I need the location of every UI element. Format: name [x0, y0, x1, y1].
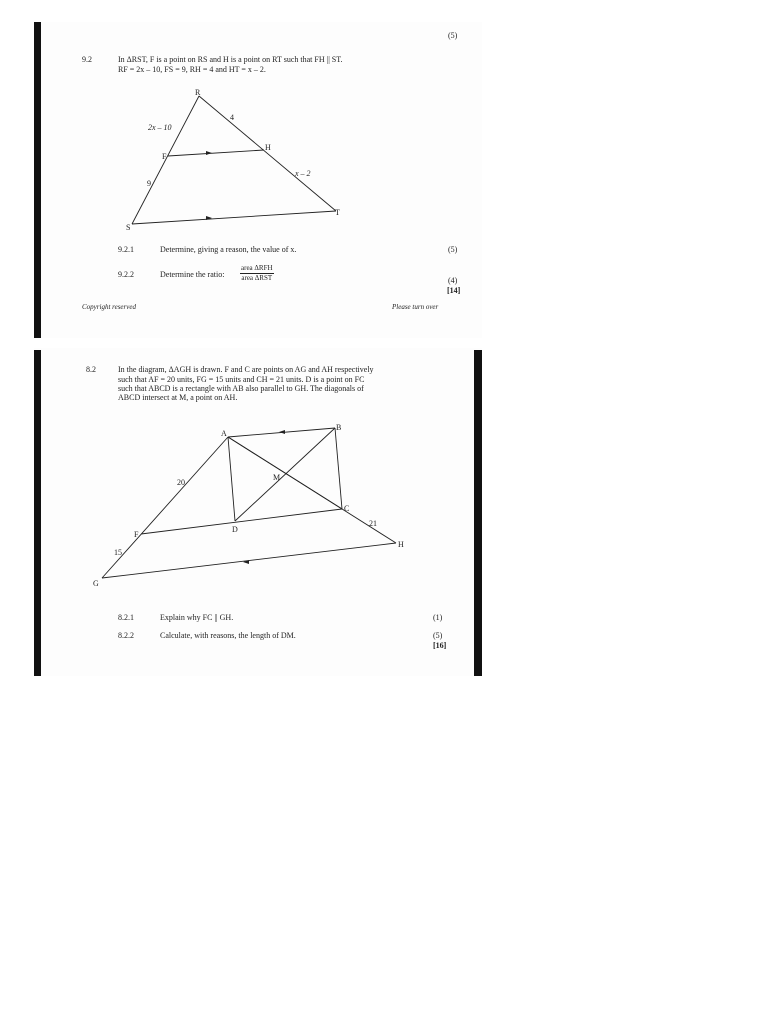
ratio-numerator: area ΔRFH — [241, 264, 273, 272]
vertex-t-label: T — [335, 208, 340, 217]
page1-top-marks: (5) — [448, 31, 458, 40]
question-9-total-marks: [14] — [447, 286, 461, 295]
footer-please-turn-over: Please turn over — [392, 303, 439, 311]
question-8-2-2-number: 8.2.2 — [118, 631, 134, 640]
point-m-label: M — [273, 473, 281, 482]
segment-rf-label: 2x – 10 — [148, 123, 172, 132]
vertex-s-label: S — [126, 223, 131, 232]
point-d-label: D — [232, 525, 238, 534]
question-9-2-2-text: Determine the ratio: — [160, 270, 225, 279]
question-9-2-2-number: 9.2.2 — [118, 270, 134, 279]
segment-ch-label: 21 — [369, 519, 377, 528]
segment-fg-label: 15 — [114, 548, 122, 557]
question-8-2-statement-line1: In the diagram, ΔAGH is drawn. F and C are points on AG and AH respectively — [118, 365, 374, 374]
vertex-r-label: R — [195, 88, 201, 97]
question-9-2-2-marks: (4) — [448, 276, 458, 285]
footer-copyright: Copyright reserved — [82, 303, 136, 311]
question-9-2-1-number: 9.2.1 — [118, 245, 134, 254]
point-f-label: F — [162, 152, 167, 161]
question-8-2-statement-line3: such that ABCD is a rectangle with AB also parallel to GH. The diagonals of — [118, 384, 364, 393]
ratio-denominator: area ΔRST — [241, 274, 273, 282]
segment-rh-label: 4 — [230, 113, 234, 122]
vertex-h-label: H — [398, 540, 404, 549]
question-9-2-1-text: Determine, giving a reason, the value of x. — [160, 245, 297, 254]
question-8-2-number: 8.2 — [86, 365, 96, 374]
point-h-label: H — [265, 143, 271, 152]
question-9-2-statement-line1: In ΔRST, F is a point on RS and H is a point on RT such that FH || ST. — [118, 55, 343, 64]
question-8-2-1-text: Explain why FC || GH. — [160, 613, 234, 622]
question-9-2-1-marks: (5) — [448, 245, 458, 254]
question-8-2-2-marks: (5) — [433, 631, 443, 640]
question-8-2-2-text: Calculate, with reasons, the length of DM. — [160, 631, 296, 640]
question-9-2-statement-line2: RF = 2x – 10, FS = 9, RH = 4 and HT = x – 2. — [118, 65, 266, 74]
vertex-g-label: G — [93, 579, 99, 588]
vertex-b-label: B — [336, 423, 342, 432]
point-f-label-2: F — [134, 530, 139, 539]
vertex-a-label: A — [221, 429, 227, 438]
question-8-total-marks: [16] — [433, 641, 447, 650]
segment-ht-label: x – 2 — [295, 169, 311, 178]
question-8-2-statement-line2: such that AF = 20 units, FG = 15 units and CH = 21 units. D is a point on FC — [118, 375, 365, 384]
point-c-label: C — [344, 504, 350, 513]
question-8-2-1-number: 8.2.1 — [118, 613, 134, 622]
segment-af-label: 20 — [177, 478, 185, 487]
question-9-2-number: 9.2 — [82, 55, 92, 64]
question-8-2-1-marks: (1) — [433, 613, 443, 622]
question-8-2-statement-line4: ABCD intersect at M, a point on AH. — [118, 393, 238, 402]
segment-fs-label: 9 — [147, 179, 151, 188]
